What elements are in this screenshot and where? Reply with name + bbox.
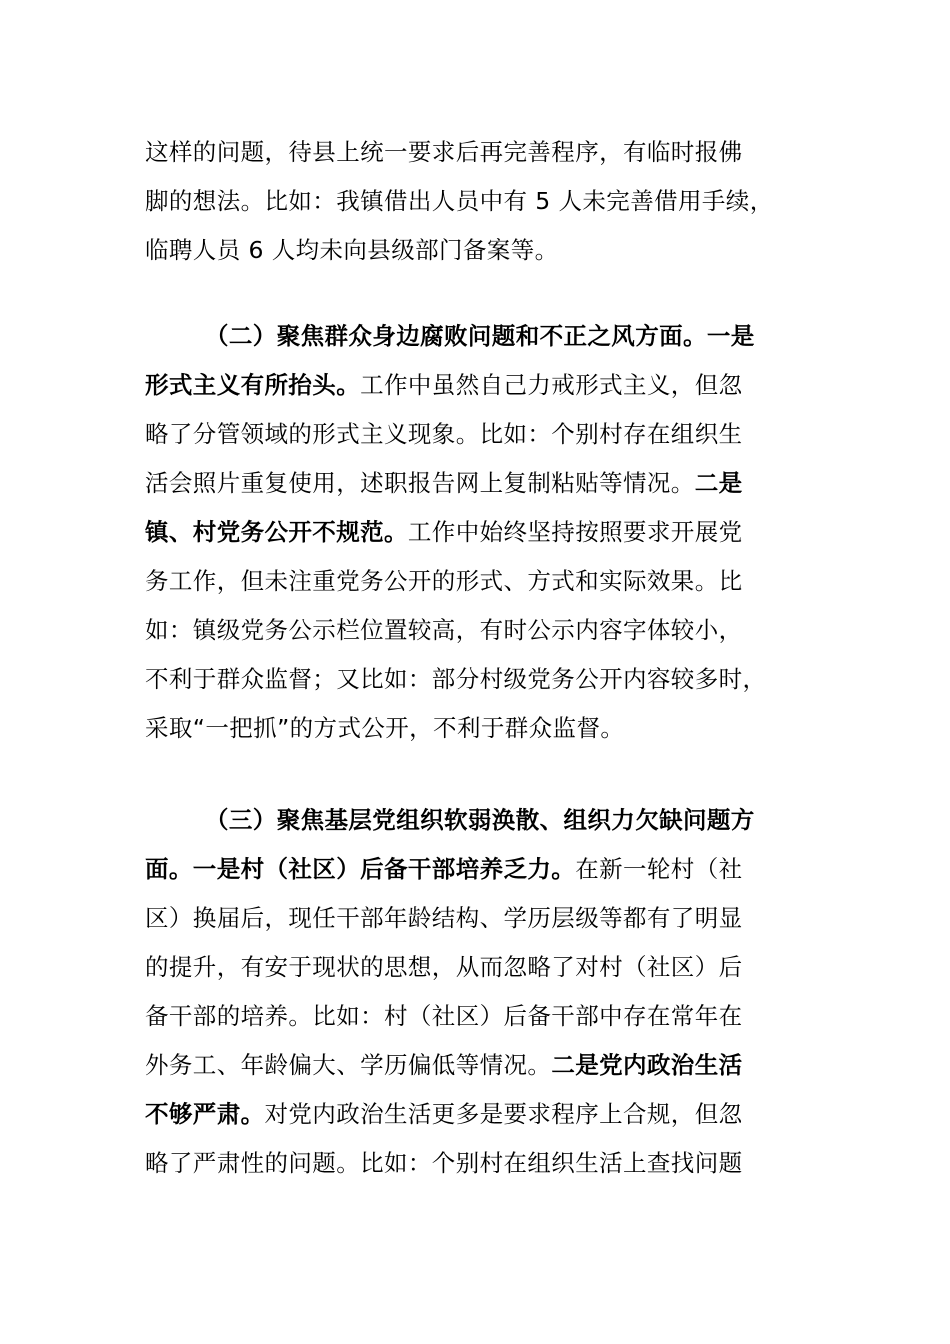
text-line: 不利于群众监督；又比如：部分村级党务公开内容较多时， (145, 665, 767, 693)
text-line: 不够严肃。对党内政治生活更多是要求程序上合规，但忽 (145, 1100, 743, 1128)
text-line: 采取“一把抓”的方式公开，不利于群众监督。 (145, 714, 625, 742)
text-line: 的提升，有安于现状的思想，从而忽略了对村（社区）后 (145, 953, 743, 981)
text-line: 务工作，但未注重党务公开的形式、方式和实际效果。比 (145, 567, 743, 595)
text-line: 镇、村党务公开不规范。工作中始终坚持按照要求开展党 (145, 518, 743, 546)
text-line: 如：镇级党务公示栏位置较高，有时公示内容字体较小， (145, 616, 743, 644)
text-line: 备干部的培养。比如：村（社区）后备干部中存在常年在 (145, 1002, 743, 1030)
text-line: 活会照片重复使用，述职报告网上复制粘贴等情况。二是 (145, 469, 743, 497)
text-line: 略了严肃性的问题。比如：个别村在组织生活上查找问题 (145, 1149, 743, 1177)
text-line: 区）换届后，现任干部年龄结构、学历层级等都有了明显 (145, 904, 743, 932)
section-heading: （三）聚焦基层党组织软弱涣散、组织力欠缺问题方 (205, 806, 755, 834)
text-line: 这样的问题，待县上统一要求后再完善程序，有临时报佛 (145, 138, 743, 166)
text-line: 外务工、年龄偏大、学历偏低等情况。二是党内政治生活 (145, 1051, 743, 1079)
text-line: 面。一是村（社区）后备干部培养乏力。在新一轮村（社 (145, 855, 743, 883)
text-line: 脚的想法。比如：我镇借出人员中有 5 人未完善借用手续， (145, 187, 774, 215)
text-line: 形式主义有所抬头。工作中虽然自己力戒形式主义，但忽 (145, 371, 743, 399)
section-heading: （二）聚焦群众身边腐败问题和不正之风方面。一是 (205, 322, 755, 350)
text-line: 临聘人员 6 人均未向县级部门备案等。 (145, 236, 559, 264)
text-line: 略了分管领域的形式主义现象。比如：个别村存在组织生 (145, 420, 743, 448)
